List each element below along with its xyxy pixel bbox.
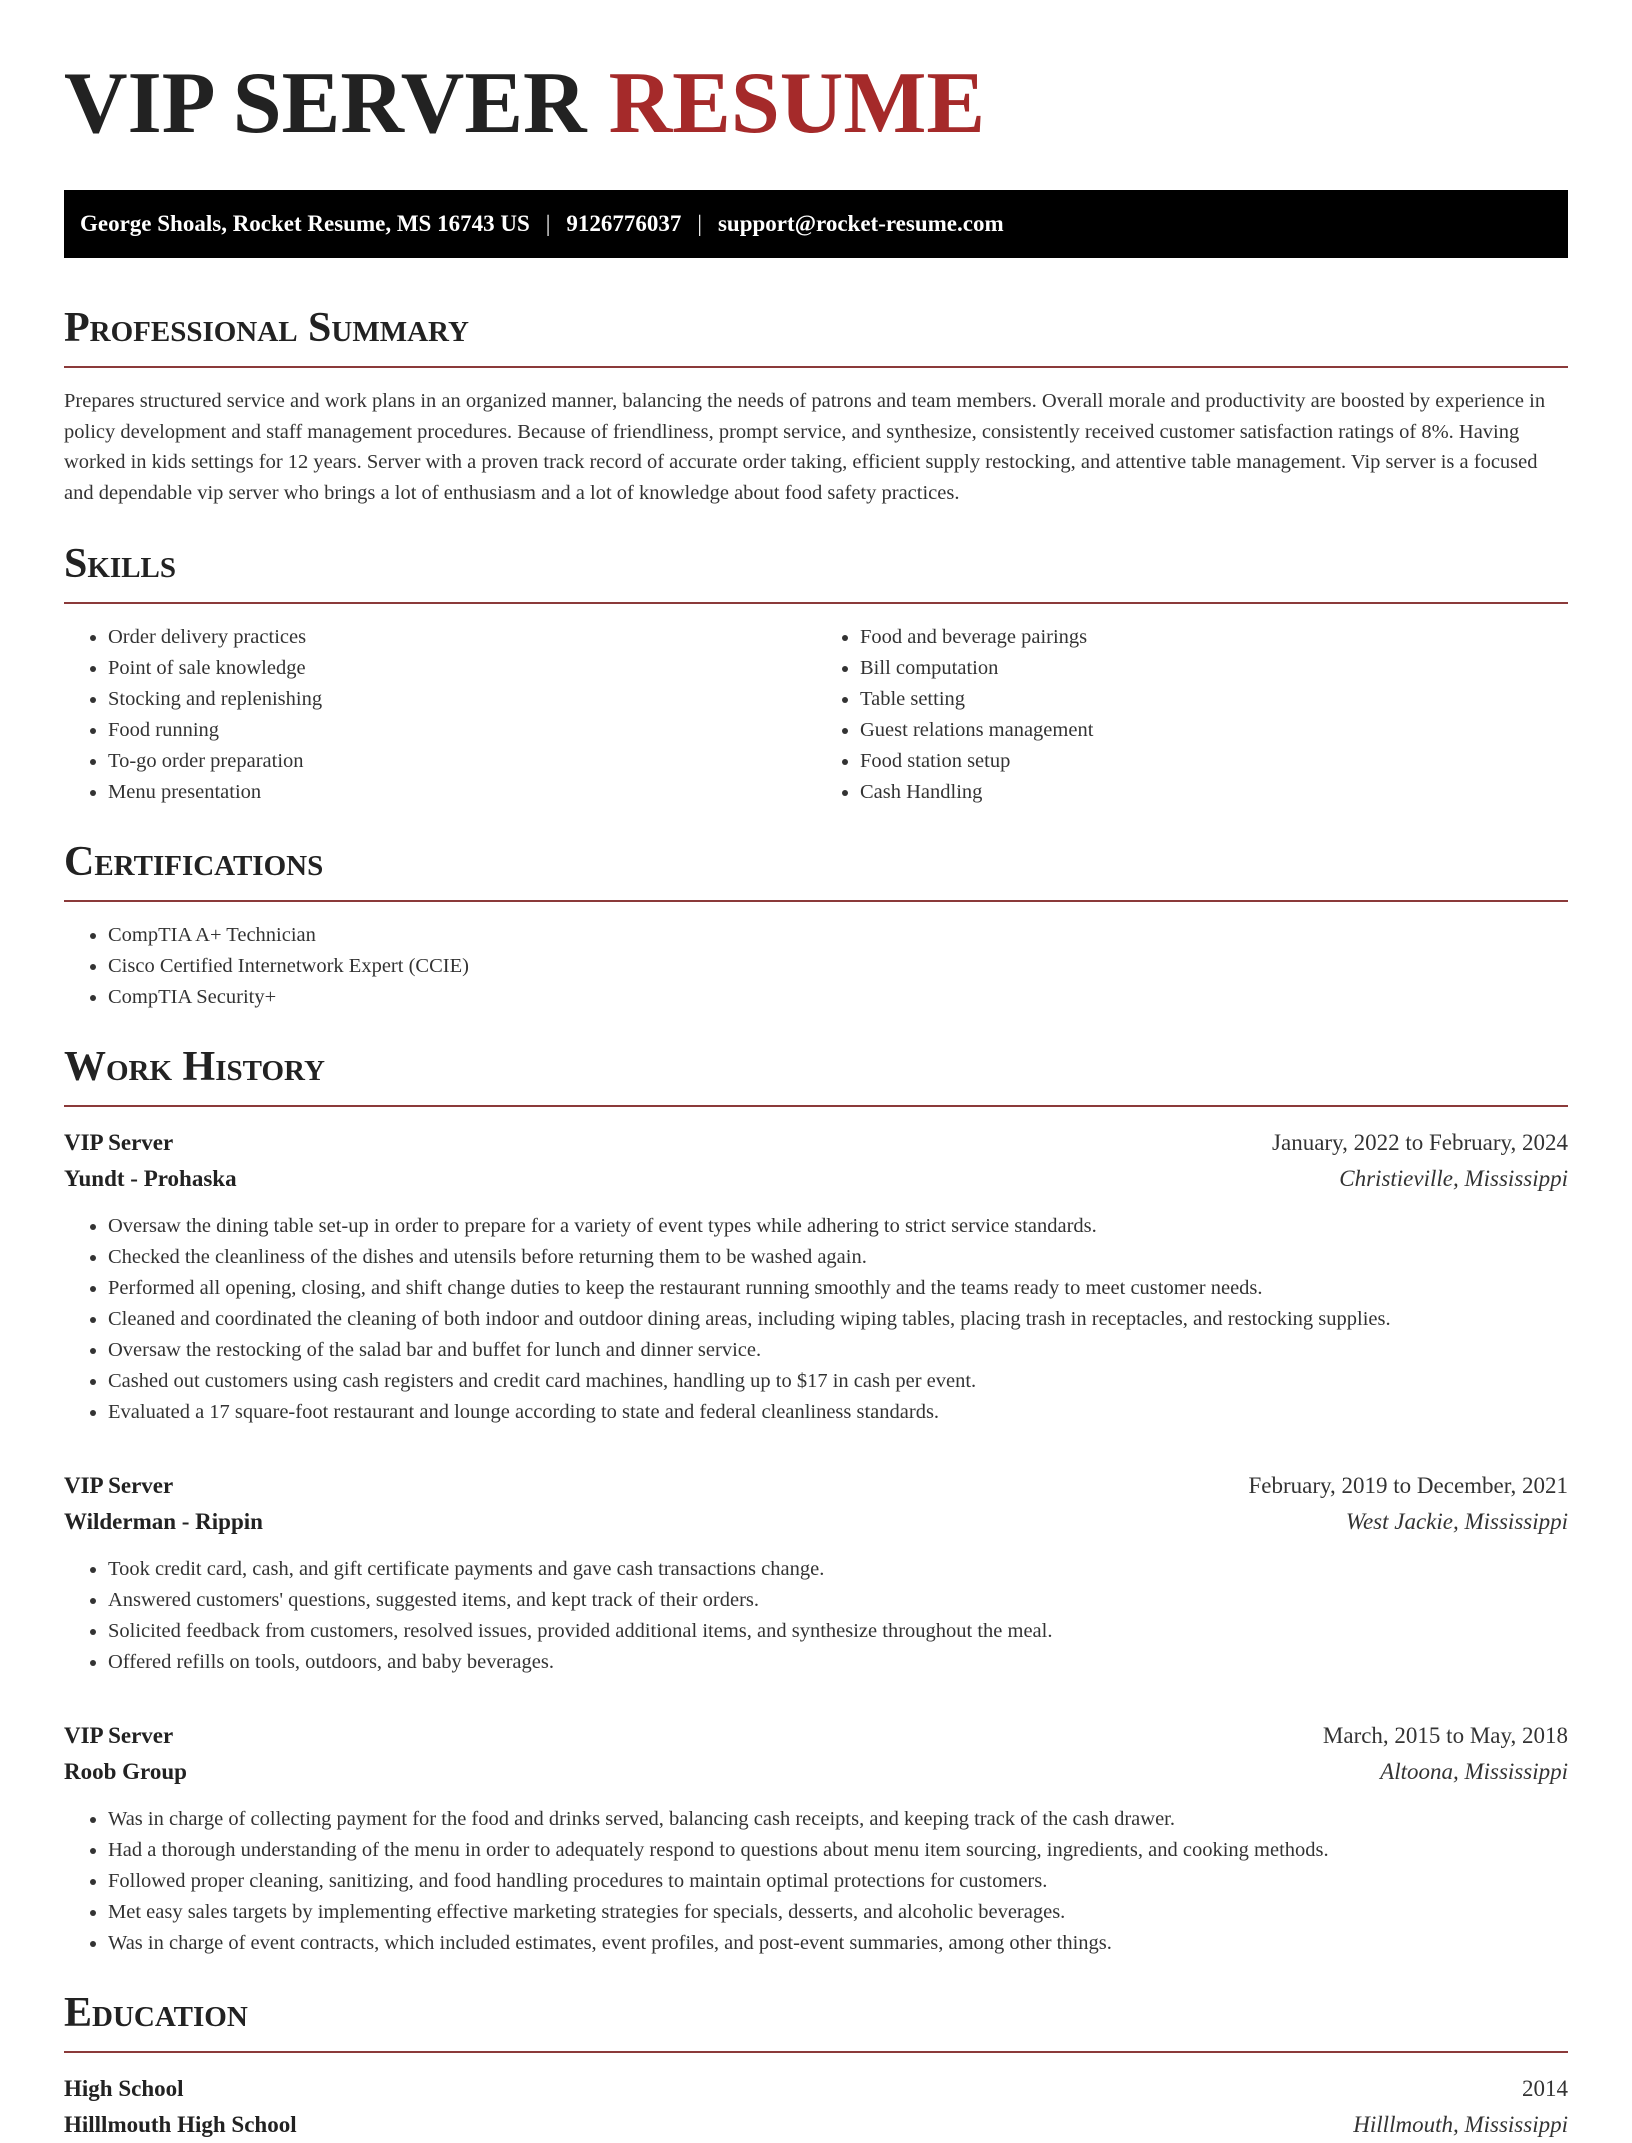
section-divider — [64, 900, 1568, 902]
skill-item: • Bill computation — [860, 653, 1568, 684]
job-bullet: • Offered refills on tools, outdoors, and baby beverages. — [108, 1647, 1568, 1678]
section-divider — [64, 2051, 1568, 2053]
skill-item: • To-go order preparation — [108, 746, 816, 777]
skill-item: • Food running — [108, 715, 816, 746]
job-bullet: • Performed all opening, closing, and shift change duties to keep the restaurant running smoothly and the teams ready to meet customer needs. — [108, 1273, 1568, 1304]
skill-item: • Order delivery practices — [108, 622, 816, 653]
job-bullet: • Met easy sales targets by implementing effective marketing strategies for specials, desserts, and alcoholic beverages. — [108, 1897, 1568, 1928]
skills-list-right — [816, 622, 1568, 808]
skills-list-left — [64, 622, 816, 808]
job-bullet: • Evaluated a 17 square-foot restaurant and lounge according to state and federal cleanliness standards. — [108, 1397, 1568, 1428]
job-location: Christieville, Mississippi — [1339, 1166, 1568, 1191]
skill-item: • Food and beverage pairings — [860, 622, 1568, 653]
certifications-list — [64, 920, 1568, 1013]
skill-item: • Table setting — [860, 684, 1568, 715]
section-heading-skills: Skills — [64, 541, 177, 587]
skill-item: • Point of sale knowledge — [108, 653, 816, 684]
certification-item: • Cisco Certified Internetwork Expert (CCIE) — [108, 951, 1568, 982]
job-header-row — [64, 1468, 1568, 1504]
job-bullet: • Had a thorough understanding of the menu in order to adequately respond to questions about menu item sourcing, ingredients, and cooking methods. — [108, 1835, 1568, 1866]
job-location: Altoona, Mississippi — [1380, 1759, 1568, 1784]
education-year: 2014 — [1522, 2076, 1568, 2101]
job-entry — [64, 1125, 1568, 1428]
contact-phone: 9126776037 — [566, 211, 682, 236]
contact-separator: | — [545, 211, 551, 236]
skill-item: • Stocking and replenishing — [108, 684, 816, 715]
section-heading-summary: Professional Summary — [64, 305, 469, 351]
certification-item: • CompTIA A+ Technician — [108, 920, 1568, 951]
skill-item: • Cash Handling — [860, 777, 1568, 808]
summary-section — [64, 304, 1568, 508]
contact-email: support@rocket-resume.com — [717, 211, 1004, 236]
job-dates: February, 2019 to December, 2021 — [1248, 1473, 1568, 1498]
job-company: Wilderman - Rippin — [64, 1509, 263, 1534]
section-heading-certifications: Certifications — [64, 839, 324, 885]
job-bullet: • Was in charge of event contracts, which included estimates, event profiles, and post-event summaries, among other things. — [108, 1928, 1568, 1959]
job-bullets — [64, 1211, 1568, 1428]
contact-separator: | — [697, 211, 702, 236]
job-bullet: • Answered customers' questions, suggested items, and kept track of their orders. — [108, 1585, 1568, 1616]
job-bullet: • Oversaw the restocking of the salad bar and buffet for lunch and dinner service. — [108, 1335, 1568, 1366]
education-header-row — [64, 2071, 1568, 2107]
job-title: VIP Server — [64, 1473, 174, 1498]
job-company: Roob Group — [64, 1759, 187, 1784]
job-entry — [64, 1468, 1568, 1678]
job-bullet: • Cashed out customers using cash registers and credit card machines, handling up to $17 in cash per event. — [108, 1366, 1568, 1397]
job-bullet: • Oversaw the dining table set-up in order to prepare for a variety of event types while adhering to strict service standards. — [108, 1211, 1568, 1242]
certifications-section — [64, 838, 1568, 1013]
job-company-row — [64, 1504, 1568, 1540]
job-dates: March, 2015 to May, 2018 — [1322, 1723, 1568, 1748]
job-title: VIP Server — [64, 1130, 174, 1155]
job-entry — [64, 1718, 1568, 1959]
job-header-row — [64, 1125, 1568, 1161]
job-bullet: • Solicited feedback from customers, resolved issues, provided additional items, and synthesize throughout the meal. — [108, 1616, 1568, 1647]
skills-section — [64, 540, 1568, 808]
education-school: Hilllmouth High School — [64, 2112, 297, 2137]
section-divider — [64, 1105, 1568, 1107]
contact-bar — [64, 190, 1568, 258]
title-accent: RESUME — [608, 55, 986, 152]
job-company: Yundt - Prohaska — [64, 1166, 237, 1191]
job-title: VIP Server — [64, 1723, 174, 1748]
job-bullet: • Was in charge of collecting payment for the food and drinks served, balancing cash receipts, and keeping track of the cash drawer. — [108, 1804, 1568, 1835]
education-degree: High School — [64, 2076, 184, 2101]
job-bullet: • Took credit card, cash, and gift certificate payments and gave cash transactions change. — [108, 1554, 1568, 1585]
summary-text: Prepares structured service and work plans in an organized manner, balancing the needs of patrons and team members. Overall morale and productivity are boosted by experience in policy development and staff management procedures. Because of friendliness, prompt service, and synthesize, consistently received customer satisfaction ratings of 8%. Having worked in kids settings for 12 years. Server with a proven track record of accurate order taking, efficient supply restocking, and attentive table management. Vip server is a focused and dependable vip server who brings a lot of enthusiasm and a lot of knowledge about food safety practices. — [64, 390, 1546, 504]
skill-item: • Menu presentation — [108, 777, 816, 808]
contact-address: George Shoals, Rocket Resume, MS 16743 US — [80, 211, 530, 236]
education-entry — [64, 2071, 1568, 2143]
job-bullets — [64, 1804, 1568, 1959]
education-section — [64, 1989, 1568, 2143]
job-bullets — [64, 1554, 1568, 1678]
job-company-row — [64, 1161, 1568, 1197]
section-heading-education: Education — [64, 1990, 248, 2036]
job-bullet: • Cleaned and coordinated the cleaning of both indoor and outdoor dining areas, including wiping tables, placing trash in receptacles, and restocking supplies. — [108, 1304, 1568, 1335]
job-dates: January, 2022 to February, 2024 — [1272, 1130, 1568, 1155]
certification-item: • CompTIA Security+ — [108, 982, 1568, 1013]
skill-item: • Guest relations management — [860, 715, 1568, 746]
job-header-row — [64, 1718, 1568, 1754]
work-history-section — [64, 1043, 1568, 1959]
job-location: West Jackie, Mississippi — [1345, 1509, 1568, 1534]
job-company-row — [64, 1754, 1568, 1790]
education-school-row — [64, 2107, 1568, 2143]
skill-item: • Food station setup — [860, 746, 1568, 777]
job-bullet: • Followed proper cleaning, sanitizing, and food handling procedures to maintain optimal protections for customers. — [108, 1866, 1568, 1897]
education-location: Hilllmouth, Mississippi — [1353, 2112, 1568, 2137]
title-main: VIP SERVER — [64, 55, 587, 152]
section-divider — [64, 366, 1568, 368]
skills-grid — [64, 604, 1568, 808]
job-bullet: • Checked the cleanliness of the dishes and utensils before returning them to be washed again. — [108, 1242, 1568, 1273]
resume-title — [64, 56, 1568, 152]
section-heading-work-history: Work History — [64, 1044, 325, 1090]
